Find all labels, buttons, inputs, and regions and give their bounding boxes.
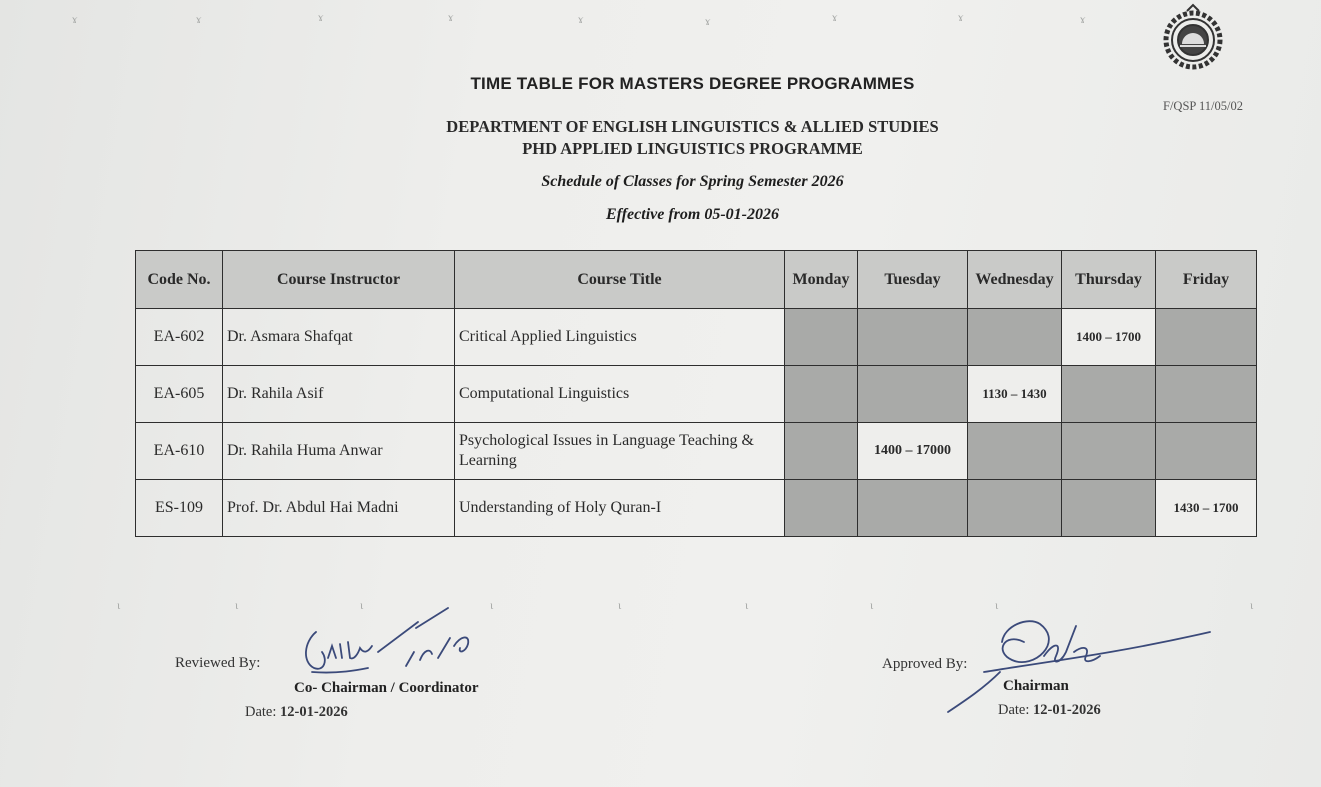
effective-date: Effective from 05-01-2026	[606, 206, 779, 223]
date-label: Date:	[245, 704, 277, 720]
scan-mark: ɩ	[117, 598, 121, 612]
scan-mark: ɤ	[958, 10, 964, 24]
course-title: Psychological Issues in Language Teaching & Learning	[455, 423, 785, 480]
header-title: Course Title	[455, 251, 785, 309]
table-row	[136, 480, 1257, 537]
monday-cell	[785, 309, 858, 366]
course-code: EA-610	[136, 423, 223, 480]
friday-cell	[1156, 423, 1257, 480]
course-code: EA-605	[136, 366, 223, 423]
header-thursday: Thursday	[1062, 251, 1156, 309]
scan-mark: ɩ	[490, 598, 494, 612]
tuesday-cell	[858, 309, 968, 366]
wednesday-cell	[968, 423, 1062, 480]
thursday-cell	[1062, 366, 1156, 423]
table-row	[136, 309, 1257, 366]
thursday-cell	[1062, 423, 1156, 480]
course-instructor: Dr. Rahila Asif	[223, 366, 455, 423]
scan-mark: ɩ	[618, 598, 622, 612]
header-code: Code No.	[136, 251, 223, 309]
table-row	[136, 423, 1257, 480]
timetable	[135, 250, 1257, 537]
course-code: ES-109	[136, 480, 223, 537]
reviewer-role: Co- Chairman / Coordinator	[294, 680, 479, 696]
reviewed-by-label: Reviewed By:	[175, 655, 261, 671]
scan-mark: ɩ	[360, 598, 364, 612]
approved-date	[998, 702, 1101, 719]
course-title: Understanding of Holy Quran-I	[455, 480, 785, 537]
tuesday-cell: 1400 – 17000	[858, 423, 968, 480]
scan-mark: ɩ	[870, 598, 874, 612]
header-tuesday: Tuesday	[858, 251, 968, 309]
date-value: 12-01-2026	[1033, 702, 1101, 718]
friday-cell	[1156, 366, 1257, 423]
friday-cell: 1430 – 1700	[1156, 480, 1257, 537]
tuesday-cell	[858, 366, 968, 423]
scan-mark: ɤ	[705, 14, 711, 28]
scan-mark: ɩ	[1250, 598, 1254, 612]
wednesday-cell: 1130 – 1430	[968, 366, 1062, 423]
course-instructor: Dr. Asmara Shafqat	[223, 309, 455, 366]
scan-mark: ɤ	[832, 10, 838, 24]
scan-mark: ɤ	[448, 10, 454, 24]
programme-name: PHD APPLIED LINGUISTICS PROGRAMME	[522, 139, 863, 158]
wednesday-cell	[968, 480, 1062, 537]
monday-cell	[785, 423, 858, 480]
friday-cell	[1156, 309, 1257, 366]
reviewed-date	[245, 704, 348, 721]
scan-mark: ɩ	[745, 598, 749, 612]
table-row	[136, 366, 1257, 423]
tuesday-cell	[858, 480, 968, 537]
thursday-cell: 1400 – 1700	[1062, 309, 1156, 366]
table-header-row	[136, 251, 1257, 309]
course-code: EA-602	[136, 309, 223, 366]
scan-mark: ɤ	[318, 10, 324, 24]
date-value: 12-01-2026	[280, 704, 348, 720]
course-instructor: Dr. Rahila Huma Anwar	[223, 423, 455, 480]
scan-mark: ɤ	[578, 12, 584, 26]
scan-mark: ɤ	[196, 12, 202, 26]
approved-by-label: Approved By:	[882, 656, 968, 672]
header-wednesday: Wednesday	[968, 251, 1062, 309]
page-title: TIME TABLE FOR MASTERS DEGREE PROGRAMMES	[470, 74, 915, 93]
reviewer-signature	[298, 602, 513, 690]
header-instructor: Course Instructor	[223, 251, 455, 309]
course-instructor: Prof. Dr. Abdul Hai Madni	[223, 480, 455, 537]
monday-cell	[785, 480, 858, 537]
department-name: DEPARTMENT OF ENGLISH LINGUISTICS & ALLIED STUDIES	[446, 117, 939, 136]
thursday-cell	[1062, 480, 1156, 537]
wednesday-cell	[968, 309, 1062, 366]
course-title: Computational Linguistics	[455, 366, 785, 423]
date-label: Date:	[998, 702, 1030, 718]
scan-mark: ɩ	[995, 598, 999, 612]
scan-mark: ɤ	[1080, 12, 1086, 26]
approver-role: Chairman	[1003, 678, 1069, 694]
form-number: F/QSP 11/05/02	[1163, 99, 1243, 113]
schedule-subtitle: Schedule of Classes for Spring Semester 2026	[541, 173, 844, 190]
header-friday: Friday	[1156, 251, 1257, 309]
monday-cell	[785, 366, 858, 423]
header-monday: Monday	[785, 251, 858, 309]
course-title: Critical Applied Linguistics	[455, 309, 785, 366]
scan-mark: ɩ	[235, 598, 239, 612]
scan-mark: ɤ	[72, 12, 78, 26]
